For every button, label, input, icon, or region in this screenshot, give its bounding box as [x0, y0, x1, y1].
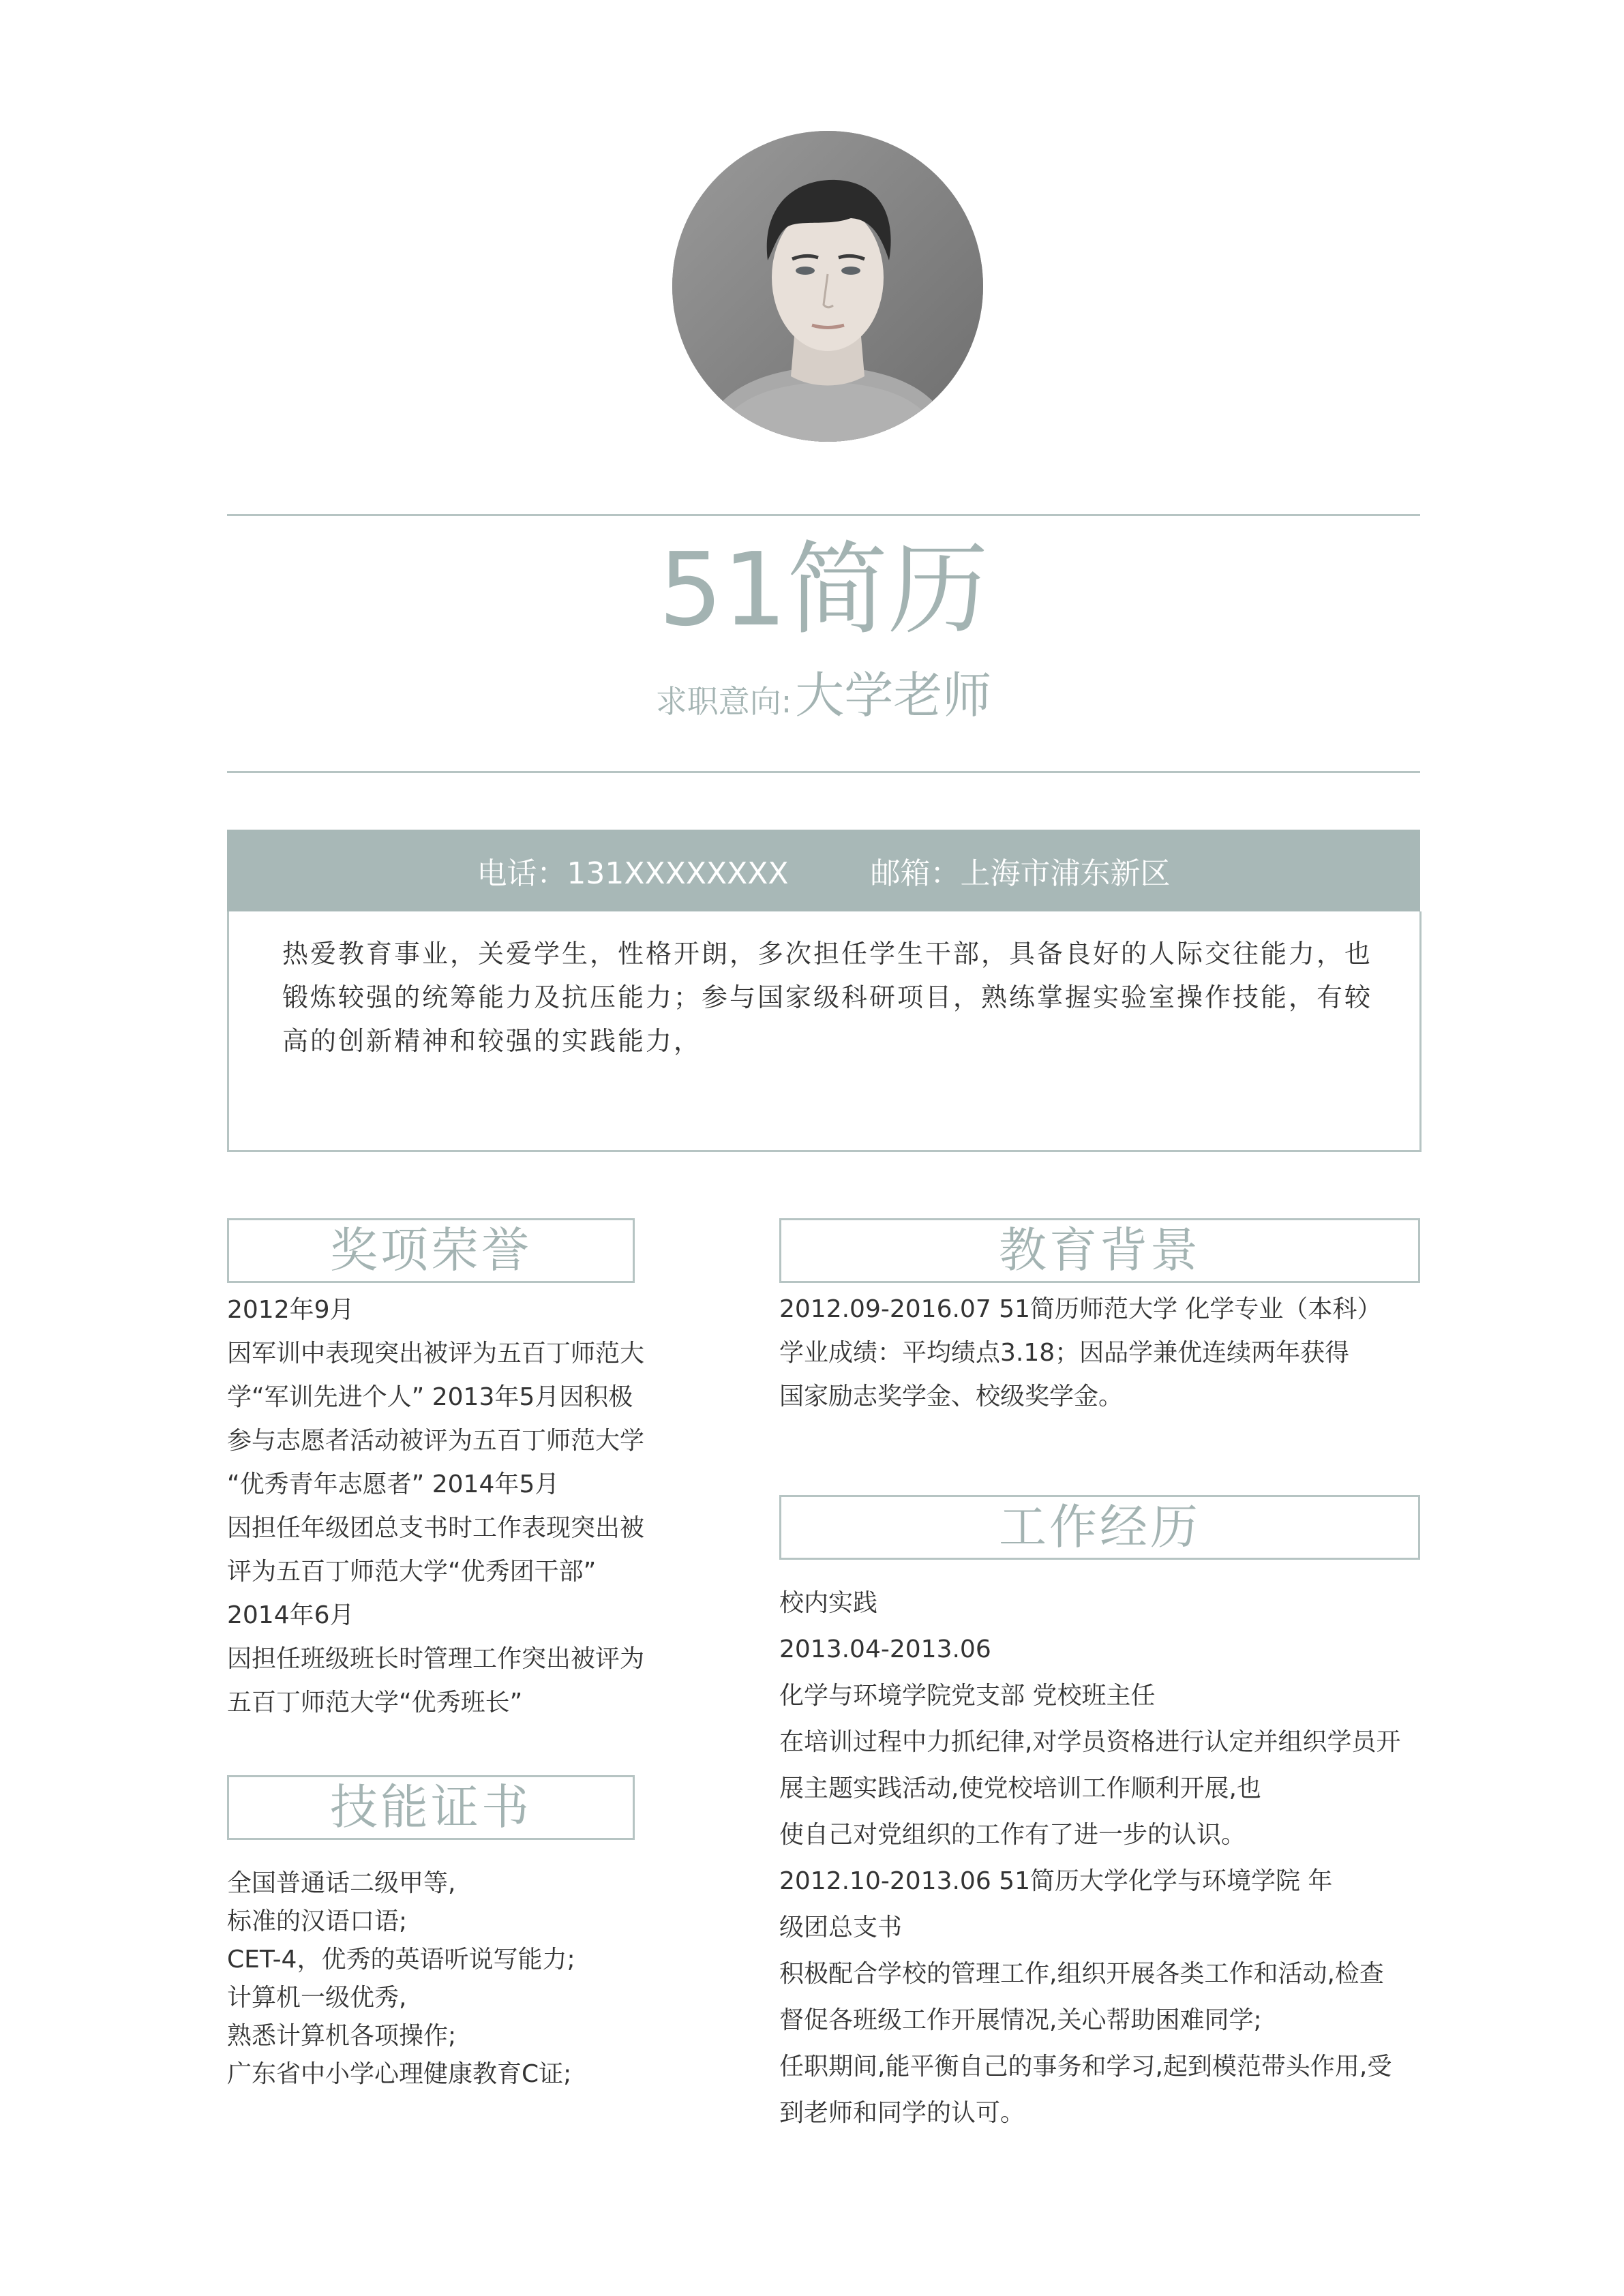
- work-line: 展主题实践活动,使党校培训工作顺利开展,也: [779, 1774, 1261, 1802]
- work-line: 督促各班级工作开展情况,关心帮助困难同学;: [779, 2006, 1262, 2034]
- skills-list: [227, 1864, 650, 2094]
- work-line: 2012.10-2013.06 51简历大学化学与环境学院 年: [779, 1867, 1333, 1895]
- work-line: 化学与环境学院党支部 党校班主任: [779, 1682, 1156, 1710]
- skills-line: 广东省中小学心理健康教育C证;: [227, 2060, 572, 2088]
- awards-line: 评为五百丁师范大学“优秀团干部”: [227, 1558, 597, 1586]
- awards-line: 因担任年级团总支书时工作表现突出被: [227, 1514, 645, 1542]
- skills-line: 全国普通话二级甲等,: [227, 1869, 456, 1897]
- work-line: 级团总支书: [779, 1914, 903, 1942]
- work-line: 到老师和同学的认可。: [779, 2099, 1025, 2127]
- job-intent-label: 求职意向:: [655, 683, 792, 720]
- profile-box: [227, 911, 1422, 1152]
- skills-title: 技能证书: [227, 1775, 635, 1840]
- skills-line: 熟悉计算机各项操作;: [227, 2022, 457, 2050]
- work-line: 校内实践: [779, 1589, 878, 1617]
- skills-line: 计算机一级优秀,: [227, 1984, 407, 2012]
- education-line: 国家励志奖学金、校级奖学金。: [779, 1383, 1124, 1410]
- profile-line: 热爱教育事业，关爱学生，性格开朗，多次担任学生干部，具备良好的人际交往能力，也: [282, 939, 1373, 969]
- work-line: 积极配合学校的管理工作,组织开展各类工作和活动,检查: [779, 1960, 1384, 1988]
- phone-text: 电话：131XXXXXXXX: [477, 856, 789, 891]
- top-divider: [227, 514, 1420, 516]
- education-title: 教育背景: [779, 1218, 1420, 1283]
- education-line: 学业成绩：平均绩点3.18；因品学兼优连续两年获得: [779, 1339, 1350, 1367]
- awards-list: [227, 1288, 650, 1725]
- skills-line: 标准的汉语口语;: [227, 1907, 408, 1935]
- awards-line: 因担任班级班长时管理工作突出被评为: [227, 1645, 645, 1673]
- bottom-divider: [227, 771, 1420, 773]
- awards-line: 2012年9月: [227, 1296, 355, 1324]
- awards-title: 奖项荣誉: [227, 1218, 635, 1283]
- avatar: [672, 131, 983, 442]
- profile-line: 锻炼较强的统筹能力及抗压能力；参与国家级科研项目，熟练掌握实验室操作技能，有较: [282, 982, 1373, 1012]
- portrait-photo: [672, 131, 983, 442]
- awards-line: “优秀青年志愿者” 2014年5月: [227, 1470, 560, 1498]
- work-line: 2013.04-2013.06: [779, 1635, 991, 1663]
- awards-line: 学“军训先进个人” 2013年5月因积极: [227, 1383, 633, 1411]
- contact-bar: [227, 830, 1420, 911]
- profile-text: [282, 932, 1373, 1063]
- awards-line: 2014年6月: [227, 1601, 355, 1629]
- candidate-name: 51简历: [658, 531, 989, 648]
- job-intent: [227, 661, 1420, 743]
- work-line: 任职期间,能平衡自己的事务和学习,起到模范带头作用,受: [779, 2053, 1392, 2081]
- education-list: [779, 1288, 1420, 1419]
- work-line: 使自己对党组织的工作有了进一步的认识。: [779, 1821, 1246, 1849]
- profile-line: 高的创新精神和较强的实践能力，: [282, 1026, 702, 1056]
- email-text: 邮箱：上海市浦东新区: [870, 856, 1171, 891]
- education-line: 2012.09-2016.07 51简历师范大学 化学专业（本科）: [779, 1295, 1382, 1323]
- awards-line: 参与志愿者活动被评为五百丁师范大学: [227, 1427, 645, 1455]
- awards-line: 因军训中表现突出被评为五百丁师范大: [227, 1340, 645, 1368]
- work-title: 工作经历: [779, 1495, 1420, 1560]
- job-intent-value: 大学老师: [795, 667, 992, 724]
- awards-line: 五百丁师范大学“优秀班长”: [227, 1689, 523, 1717]
- work-line: 在培训过程中力抓纪律,对学员资格进行认定并组织学员开: [779, 1728, 1401, 1756]
- work-list: [779, 1580, 1420, 2136]
- skills-line: CET-4，优秀的英语听说写能力;: [227, 1946, 575, 1974]
